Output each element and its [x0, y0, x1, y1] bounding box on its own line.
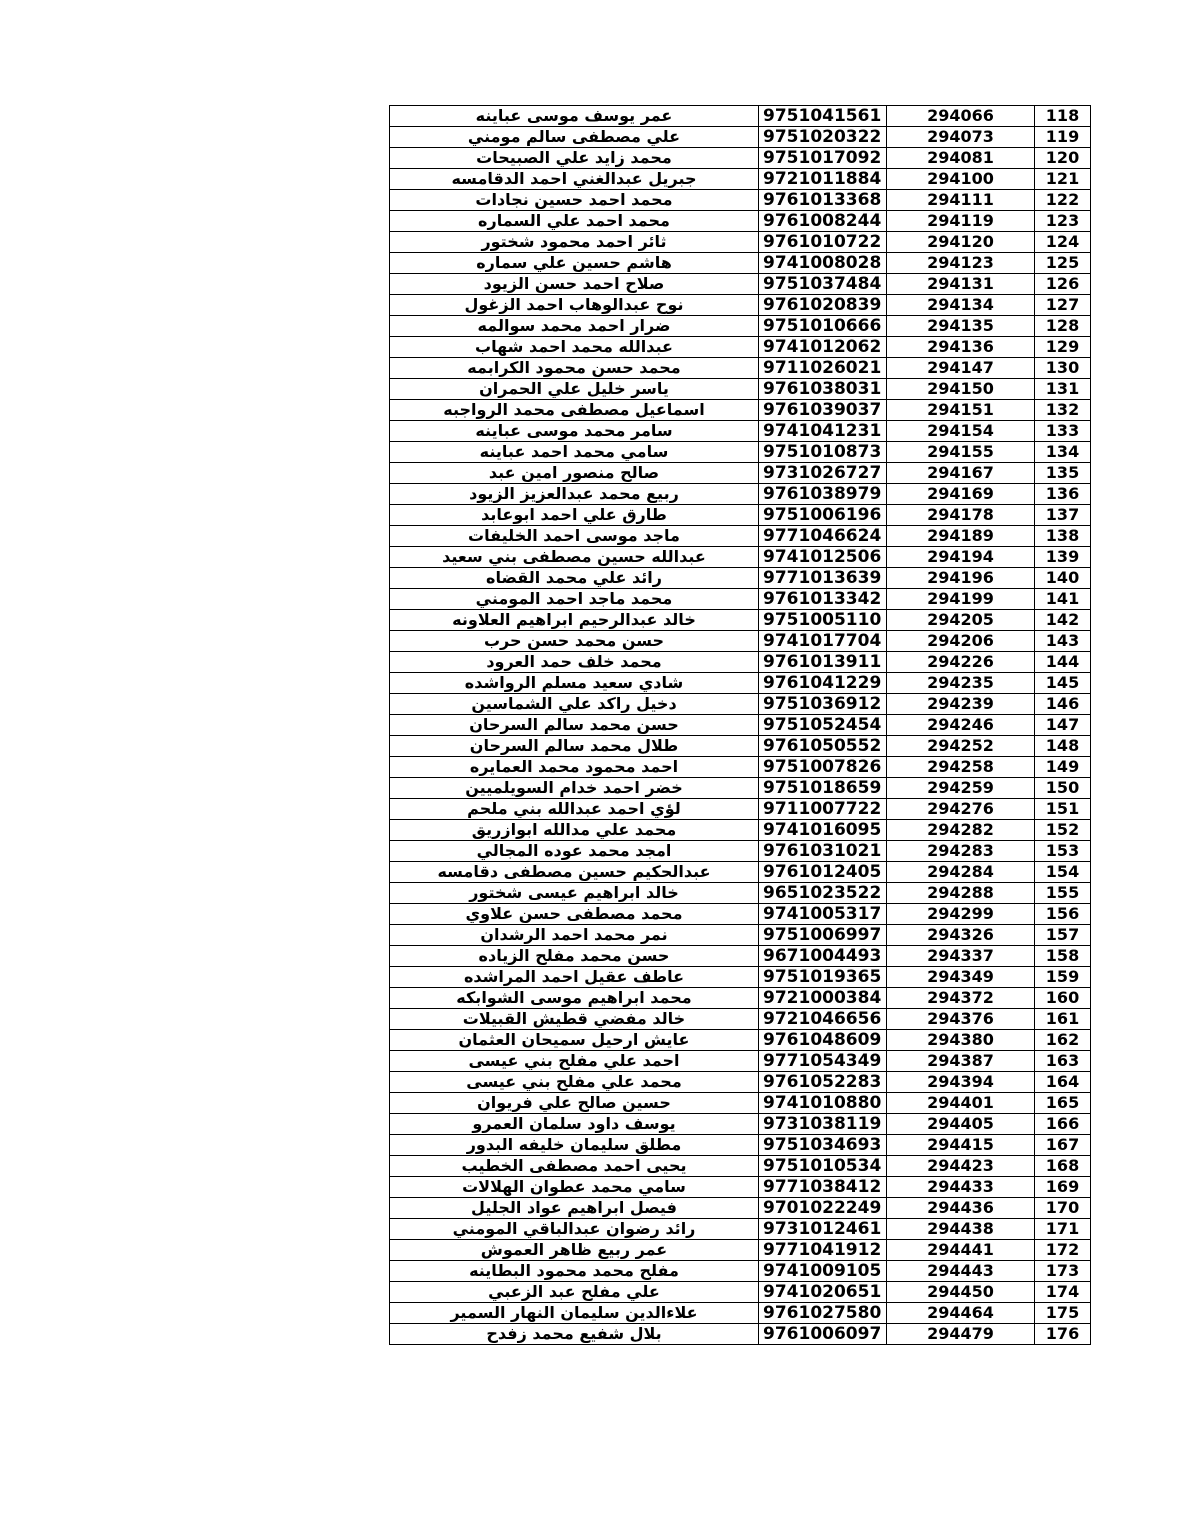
row-number-cell: 122: [1035, 190, 1091, 211]
table-row: [390, 127, 1091, 148]
record-code-cell: 294423: [887, 1156, 1035, 1177]
table-row: [390, 1093, 1091, 1114]
record-code-cell: 294239: [887, 694, 1035, 715]
record-code-cell: 294100: [887, 169, 1035, 190]
national-id-cell: 9761027580: [759, 1303, 887, 1324]
record-code-cell: 294199: [887, 589, 1035, 610]
row-number-cell: 162: [1035, 1030, 1091, 1051]
table-row: [390, 1177, 1091, 1198]
row-number-cell: 161: [1035, 1009, 1091, 1030]
full-name-cell: صلاح احمد حسن الزيود: [390, 274, 759, 295]
table-row: [390, 1219, 1091, 1240]
national-id-cell: 9761013911: [759, 652, 887, 673]
row-number-cell: 148: [1035, 736, 1091, 757]
row-number-cell: 120: [1035, 148, 1091, 169]
record-code-cell: 294464: [887, 1303, 1035, 1324]
row-number-cell: 174: [1035, 1282, 1091, 1303]
table-row: [390, 1240, 1091, 1261]
table-row: [390, 652, 1091, 673]
row-number-cell: 151: [1035, 799, 1091, 820]
record-code-cell: 294189: [887, 526, 1035, 547]
full-name-cell: احمد محمود محمد العمايره: [390, 757, 759, 778]
row-number-cell: 119: [1035, 127, 1091, 148]
national-id-cell: 9751010534: [759, 1156, 887, 1177]
table-row: [390, 757, 1091, 778]
full-name-cell: محمد زايد علي الصبيحات: [390, 148, 759, 169]
row-number-cell: 175: [1035, 1303, 1091, 1324]
row-number-cell: 137: [1035, 505, 1091, 526]
full-name-cell: حسن محمد سالم السرحان: [390, 715, 759, 736]
table-row: [390, 1009, 1091, 1030]
row-number-cell: 127: [1035, 295, 1091, 316]
table-row: [390, 694, 1091, 715]
row-number-cell: 170: [1035, 1198, 1091, 1219]
national-id-cell: 9741041231: [759, 421, 887, 442]
table-row: [390, 253, 1091, 274]
row-number-cell: 158: [1035, 946, 1091, 967]
row-number-cell: 164: [1035, 1072, 1091, 1093]
national-id-cell: 9741012062: [759, 337, 887, 358]
national-id-cell: 9761010722: [759, 232, 887, 253]
record-code-cell: 294123: [887, 253, 1035, 274]
table-row: [390, 862, 1091, 883]
national-id-cell: 9741010880: [759, 1093, 887, 1114]
record-code-cell: 294433: [887, 1177, 1035, 1198]
table-row: [390, 358, 1091, 379]
row-number-cell: 124: [1035, 232, 1091, 253]
national-id-cell: 9761012405: [759, 862, 887, 883]
table-row: [390, 841, 1091, 862]
row-number-cell: 167: [1035, 1135, 1091, 1156]
row-number-cell: 138: [1035, 526, 1091, 547]
table-row: [390, 106, 1091, 127]
national-id-cell: 9751019365: [759, 967, 887, 988]
table-row: [390, 967, 1091, 988]
full-name-cell: امجد محمد عوده المجالي: [390, 841, 759, 862]
full-name-cell: خالد عبدالرحيم ابراهيم العلاونه: [390, 610, 759, 631]
full-name-cell: هاشم حسين علي سماره: [390, 253, 759, 274]
row-number-cell: 169: [1035, 1177, 1091, 1198]
national-id-cell: 9741020651: [759, 1282, 887, 1303]
row-number-cell: 173: [1035, 1261, 1091, 1282]
record-code-cell: 294066: [887, 106, 1035, 127]
full-name-cell: بلال شفيع محمد زفدح: [390, 1324, 759, 1345]
table-row: [390, 1114, 1091, 1135]
row-number-cell: 154: [1035, 862, 1091, 883]
record-code-cell: 294450: [887, 1282, 1035, 1303]
table-row: [390, 631, 1091, 652]
table-row: [390, 463, 1091, 484]
national-id-cell: 9751007826: [759, 757, 887, 778]
national-id-cell: 9741017704: [759, 631, 887, 652]
table-row: [390, 1198, 1091, 1219]
row-number-cell: 155: [1035, 883, 1091, 904]
full-name-cell: دخيل راكد علي الشماسين: [390, 694, 759, 715]
national-id-cell: 9751037484: [759, 274, 887, 295]
national-id-cell: 9651023522: [759, 883, 887, 904]
row-number-cell: 163: [1035, 1051, 1091, 1072]
full-name-cell: محمد علي مدالله ابوازريق: [390, 820, 759, 841]
record-code-cell: 294119: [887, 211, 1035, 232]
table-row: [390, 673, 1091, 694]
national-id-cell: 9731026727: [759, 463, 887, 484]
national-id-cell: 9751006196: [759, 505, 887, 526]
record-code-cell: 294349: [887, 967, 1035, 988]
record-code-cell: 294326: [887, 925, 1035, 946]
row-number-cell: 165: [1035, 1093, 1091, 1114]
national-id-cell: 9731038119: [759, 1114, 887, 1135]
full-name-cell: عبدالله حسين مصطفى بني سعيد: [390, 547, 759, 568]
row-number-cell: 132: [1035, 400, 1091, 421]
row-number-cell: 131: [1035, 379, 1091, 400]
full-name-cell: ضرار احمد محمد سوالمه: [390, 316, 759, 337]
table-row: [390, 484, 1091, 505]
table-row: [390, 547, 1091, 568]
full-name-cell: عايش ارحيل سميحان العثمان: [390, 1030, 759, 1051]
row-number-cell: 118: [1035, 106, 1091, 127]
row-number-cell: 150: [1035, 778, 1091, 799]
full-name-cell: جبريل عبدالغني احمد الدقامسه: [390, 169, 759, 190]
national-id-cell: 9761038979: [759, 484, 887, 505]
national-id-cell: 9761008244: [759, 211, 887, 232]
row-number-cell: 128: [1035, 316, 1091, 337]
full-name-cell: محمد علي مفلح بني عيسى: [390, 1072, 759, 1093]
table-row: [390, 1030, 1091, 1051]
row-number-cell: 133: [1035, 421, 1091, 442]
record-code-cell: 294151: [887, 400, 1035, 421]
full-name-cell: محمد خلف حمد العرود: [390, 652, 759, 673]
row-number-cell: 149: [1035, 757, 1091, 778]
full-name-cell: سامي محمد احمد عباينه: [390, 442, 759, 463]
full-name-cell: حسين صالح علي فريوان: [390, 1093, 759, 1114]
national-id-cell: 9771038412: [759, 1177, 887, 1198]
national-id-cell: 9751010666: [759, 316, 887, 337]
national-id-cell: 9761013342: [759, 589, 887, 610]
record-code-cell: 294246: [887, 715, 1035, 736]
table-row: [390, 400, 1091, 421]
table-row: [390, 169, 1091, 190]
table-row: [390, 148, 1091, 169]
full-name-cell: حسن محمد حسن حرب: [390, 631, 759, 652]
row-number-cell: 157: [1035, 925, 1091, 946]
row-number-cell: 147: [1035, 715, 1091, 736]
full-name-cell: عبدالله محمد احمد شهاب: [390, 337, 759, 358]
row-number-cell: 152: [1035, 820, 1091, 841]
record-code-cell: 294387: [887, 1051, 1035, 1072]
full-name-cell: ثائر احمد محمود شختور: [390, 232, 759, 253]
national-id-cell: 9741009105: [759, 1261, 887, 1282]
national-id-cell: 9751034693: [759, 1135, 887, 1156]
row-number-cell: 153: [1035, 841, 1091, 862]
row-number-cell: 144: [1035, 652, 1091, 673]
full-name-cell: ماجد موسى احمد الخليفات: [390, 526, 759, 547]
full-name-cell: يحيى احمد مصطفى الخطيب: [390, 1156, 759, 1177]
row-number-cell: 156: [1035, 904, 1091, 925]
row-number-cell: 172: [1035, 1240, 1091, 1261]
table-row: [390, 1261, 1091, 1282]
table-row: [390, 232, 1091, 253]
record-code-cell: 294206: [887, 631, 1035, 652]
full-name-cell: لؤي احمد عبدالله بني ملحم: [390, 799, 759, 820]
national-id-cell: 9751006997: [759, 925, 887, 946]
full-name-cell: علاءالدين سليمان النهار السمير: [390, 1303, 759, 1324]
record-code-cell: 294415: [887, 1135, 1035, 1156]
full-name-cell: شادي سعيد مسلم الرواشده: [390, 673, 759, 694]
national-id-cell: 9771013639: [759, 568, 887, 589]
full-name-cell: محمد ابراهيم موسى الشوابكه: [390, 988, 759, 1009]
table-row: [390, 295, 1091, 316]
row-number-cell: 159: [1035, 967, 1091, 988]
table-row: [390, 568, 1091, 589]
full-name-cell: محمد احمد علي السماره: [390, 211, 759, 232]
table-row: [390, 904, 1091, 925]
row-number-cell: 168: [1035, 1156, 1091, 1177]
national-id-cell: 9701022249: [759, 1198, 887, 1219]
full-name-cell: عاطف عقيل احمد المراشده: [390, 967, 759, 988]
full-name-cell: فيصل ابراهيم عواد الجليل: [390, 1198, 759, 1219]
table-row: [390, 421, 1091, 442]
national-id-cell: 9731012461: [759, 1219, 887, 1240]
full-name-cell: محمد حسن محمود الكرابمه: [390, 358, 759, 379]
national-id-cell: 9761039037: [759, 400, 887, 421]
table-row: [390, 1051, 1091, 1072]
full-name-cell: حسن محمد مفلح الزياده: [390, 946, 759, 967]
national-id-cell: 9741008028: [759, 253, 887, 274]
national-id-cell: 9751005110: [759, 610, 887, 631]
full-name-cell: احمد علي مفلح بني عيسى: [390, 1051, 759, 1072]
national-id-cell: 9761050552: [759, 736, 887, 757]
national-id-cell: 9751052454: [759, 715, 887, 736]
full-name-cell: سامر محمد موسى عباينه: [390, 421, 759, 442]
row-number-cell: 143: [1035, 631, 1091, 652]
national-id-cell: 9761006097: [759, 1324, 887, 1345]
record-code-cell: 294120: [887, 232, 1035, 253]
table-row: [390, 1303, 1091, 1324]
row-number-cell: 142: [1035, 610, 1091, 631]
row-number-cell: 145: [1035, 673, 1091, 694]
record-code-cell: 294252: [887, 736, 1035, 757]
national-id-cell: 9761020839: [759, 295, 887, 316]
table-row: [390, 316, 1091, 337]
record-code-cell: 294282: [887, 820, 1035, 841]
record-code-cell: 294276: [887, 799, 1035, 820]
national-id-cell: 9721011884: [759, 169, 887, 190]
record-code-cell: 294155: [887, 442, 1035, 463]
national-id-cell: 9741012506: [759, 547, 887, 568]
record-code-cell: 294436: [887, 1198, 1035, 1219]
names-table: [389, 105, 1091, 1345]
record-code-cell: 294288: [887, 883, 1035, 904]
table-row: [390, 946, 1091, 967]
full-name-cell: محمد مصطفى حسن علاوي: [390, 904, 759, 925]
national-id-cell: 9711026021: [759, 358, 887, 379]
national-id-cell: 9761048609: [759, 1030, 887, 1051]
record-code-cell: 294438: [887, 1219, 1035, 1240]
full-name-cell: علي مصطفى سالم مومني: [390, 127, 759, 148]
record-code-cell: 294205: [887, 610, 1035, 631]
national-id-cell: 9711007722: [759, 799, 887, 820]
row-number-cell: 160: [1035, 988, 1091, 1009]
record-code-cell: 294405: [887, 1114, 1035, 1135]
full-name-cell: ربيع محمد عبدالعزيز الزيود: [390, 484, 759, 505]
record-code-cell: 294401: [887, 1093, 1035, 1114]
record-code-cell: 294150: [887, 379, 1035, 400]
record-code-cell: 294178: [887, 505, 1035, 526]
row-number-cell: 141: [1035, 589, 1091, 610]
national-id-cell: 9771046624: [759, 526, 887, 547]
table-row: [390, 1282, 1091, 1303]
full-name-cell: نمر محمد احمد الرشدان: [390, 925, 759, 946]
full-name-cell: خالد ابراهيم عيسى شختور: [390, 883, 759, 904]
national-id-cell: 9671004493: [759, 946, 887, 967]
national-id-cell: 9751041561: [759, 106, 887, 127]
table-row: [390, 1072, 1091, 1093]
record-code-cell: 294226: [887, 652, 1035, 673]
full-name-cell: عمر ربيع ظاهر العموش: [390, 1240, 759, 1261]
row-number-cell: 134: [1035, 442, 1091, 463]
table-row: [390, 526, 1091, 547]
full-name-cell: عبدالحكيم حسين مصطفى دقامسه: [390, 862, 759, 883]
national-id-cell: 9751036912: [759, 694, 887, 715]
row-number-cell: 125: [1035, 253, 1091, 274]
table-row: [390, 211, 1091, 232]
record-code-cell: 294196: [887, 568, 1035, 589]
record-code-cell: 294111: [887, 190, 1035, 211]
row-number-cell: 139: [1035, 547, 1091, 568]
record-code-cell: 294372: [887, 988, 1035, 1009]
row-number-cell: 129: [1035, 337, 1091, 358]
row-number-cell: 135: [1035, 463, 1091, 484]
record-code-cell: 294073: [887, 127, 1035, 148]
record-code-cell: 294147: [887, 358, 1035, 379]
record-code-cell: 294299: [887, 904, 1035, 925]
row-number-cell: 123: [1035, 211, 1091, 232]
row-number-cell: 121: [1035, 169, 1091, 190]
national-id-cell: 9761038031: [759, 379, 887, 400]
row-number-cell: 146: [1035, 694, 1091, 715]
row-number-cell: 130: [1035, 358, 1091, 379]
national-id-cell: 9761052283: [759, 1072, 887, 1093]
table-row: [390, 778, 1091, 799]
record-code-cell: 294135: [887, 316, 1035, 337]
national-id-cell: 9771054349: [759, 1051, 887, 1072]
record-code-cell: 294259: [887, 778, 1035, 799]
full-name-cell: طلال محمد سالم السرحان: [390, 736, 759, 757]
record-code-cell: 294131: [887, 274, 1035, 295]
record-code-cell: 294169: [887, 484, 1035, 505]
table-row: [390, 820, 1091, 841]
national-id-cell: 9721046656: [759, 1009, 887, 1030]
national-id-cell: 9751020322: [759, 127, 887, 148]
table-row: [390, 190, 1091, 211]
table-row: [390, 589, 1091, 610]
table-row: [390, 1156, 1091, 1177]
record-code-cell: 294081: [887, 148, 1035, 169]
full-name-cell: سامي محمد عطوان الهلالات: [390, 1177, 759, 1198]
full-name-cell: مطلق سليمان خليفه البدور: [390, 1135, 759, 1156]
record-code-cell: 294194: [887, 547, 1035, 568]
record-code-cell: 294441: [887, 1240, 1035, 1261]
national-id-cell: 9761041229: [759, 673, 887, 694]
full-name-cell: محمد ماجد احمد المومني: [390, 589, 759, 610]
row-number-cell: 126: [1035, 274, 1091, 295]
full-name-cell: مفلح محمد محمود البطاينه: [390, 1261, 759, 1282]
national-id-cell: 9771041912: [759, 1240, 887, 1261]
table-row: [390, 925, 1091, 946]
table-row: [390, 610, 1091, 631]
record-code-cell: 294376: [887, 1009, 1035, 1030]
table-row: [390, 715, 1091, 736]
table-row: [390, 1324, 1091, 1345]
record-code-cell: 294443: [887, 1261, 1035, 1282]
full-name-cell: خضر احمد خدام السويلميين: [390, 778, 759, 799]
record-code-cell: 294380: [887, 1030, 1035, 1051]
record-code-cell: 294167: [887, 463, 1035, 484]
record-code-cell: 294394: [887, 1072, 1035, 1093]
full-name-cell: محمد احمد حسين نجادات: [390, 190, 759, 211]
national-id-cell: 9761013368: [759, 190, 887, 211]
row-number-cell: 136: [1035, 484, 1091, 505]
table-row: [390, 1135, 1091, 1156]
national-id-cell: 9761031021: [759, 841, 887, 862]
full-name-cell: رائد علي محمد القضاه: [390, 568, 759, 589]
row-number-cell: 166: [1035, 1114, 1091, 1135]
national-id-cell: 9741005317: [759, 904, 887, 925]
record-code-cell: 294284: [887, 862, 1035, 883]
full-name-cell: صالح منصور امين عبد: [390, 463, 759, 484]
full-name-cell: عمر يوسف موسى عباينه: [390, 106, 759, 127]
table-row: [390, 442, 1091, 463]
national-id-cell: 9751018659: [759, 778, 887, 799]
row-number-cell: 140: [1035, 568, 1091, 589]
national-id-cell: 9741016095: [759, 820, 887, 841]
full-name-cell: خالد مفضي قطيش القبيلات: [390, 1009, 759, 1030]
record-code-cell: 294258: [887, 757, 1035, 778]
national-id-cell: 9751010873: [759, 442, 887, 463]
table-row: [390, 274, 1091, 295]
record-code-cell: 294479: [887, 1324, 1035, 1345]
record-code-cell: 294154: [887, 421, 1035, 442]
row-number-cell: 171: [1035, 1219, 1091, 1240]
national-id-cell: 9751017092: [759, 148, 887, 169]
full-name-cell: اسماعيل مصطفى محمد الرواجبه: [390, 400, 759, 421]
record-code-cell: 294283: [887, 841, 1035, 862]
record-code-cell: 294136: [887, 337, 1035, 358]
table-row: [390, 337, 1091, 358]
full-name-cell: ياسر خليل علي الحمران: [390, 379, 759, 400]
table-row: [390, 988, 1091, 1009]
table-row: [390, 883, 1091, 904]
table-row: [390, 799, 1091, 820]
full-name-cell: رائد رضوان عبدالباقي المومني: [390, 1219, 759, 1240]
full-name-cell: يوسف داود سلمان العمرو: [390, 1114, 759, 1135]
table-row: [390, 505, 1091, 526]
national-id-cell: 9721000384: [759, 988, 887, 1009]
record-code-cell: 294134: [887, 295, 1035, 316]
record-code-cell: 294235: [887, 673, 1035, 694]
record-code-cell: 294337: [887, 946, 1035, 967]
row-number-cell: 176: [1035, 1324, 1091, 1345]
full-name-cell: طارق علي احمد ابوعابد: [390, 505, 759, 526]
full-name-cell: علي مفلح عبد الزعبي: [390, 1282, 759, 1303]
full-name-cell: نوح عبدالوهاب احمد الزغول: [390, 295, 759, 316]
table-row: [390, 736, 1091, 757]
table-row: [390, 379, 1091, 400]
names-table-body: [390, 106, 1091, 1345]
